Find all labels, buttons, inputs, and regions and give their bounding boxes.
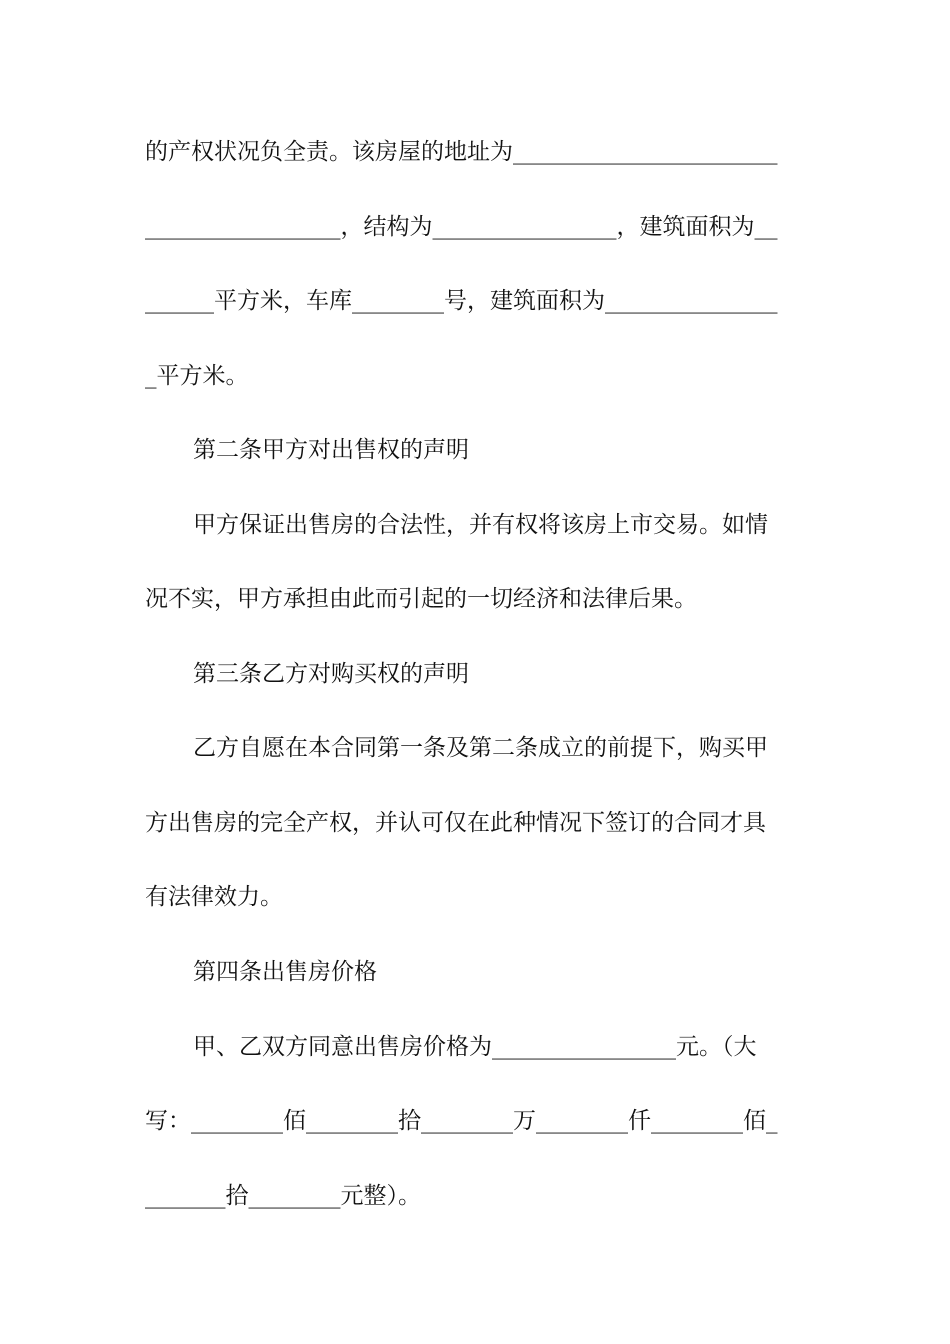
paragraph-line-structure-area: _________________，结构为________________，建筑面积为__ [145, 214, 778, 240]
article-2-paragraph-line-2: 况不实，甲方承担由此而引起的一切经济和法律后果。 [145, 586, 697, 612]
article-3-paragraph-line-3: 有法律效力。 [145, 884, 283, 910]
article-2-paragraph-line-1: 甲方保证出售房的合法性，并有权将该房上市交易。如情 [193, 512, 768, 538]
article-4-paragraph-line-2: 写：________佰________拾________万________仟________佰_ [145, 1108, 778, 1134]
article-3-paragraph-line-1: 乙方自愿在本合同第一条及第二条成立的前提下，购买甲 [193, 735, 768, 761]
paragraph-line-area-end: _平方米。 [145, 363, 249, 389]
paragraph-line-address: 的产权状况负全责。该房屋的地址为_______________________ [145, 139, 778, 165]
article-heading-4: 第四条出售房价格 [193, 959, 377, 985]
article-heading-2: 第二条甲方对出售权的声明 [193, 437, 469, 463]
article-4-paragraph-line-3: _______拾________元整）。 [145, 1183, 421, 1209]
article-heading-3: 第三条乙方对购买权的声明 [193, 661, 469, 687]
article-3-paragraph-line-2: 方出售房的完全产权，并认可仅在此种情况下签订的合同才具 [145, 810, 766, 836]
paragraph-line-garage: ______平方米，车库________号，建筑面积为_______________ [145, 288, 778, 314]
article-4-paragraph-line-1: 甲、乙双方同意出售房价格为________________元。（大 [193, 1034, 757, 1060]
